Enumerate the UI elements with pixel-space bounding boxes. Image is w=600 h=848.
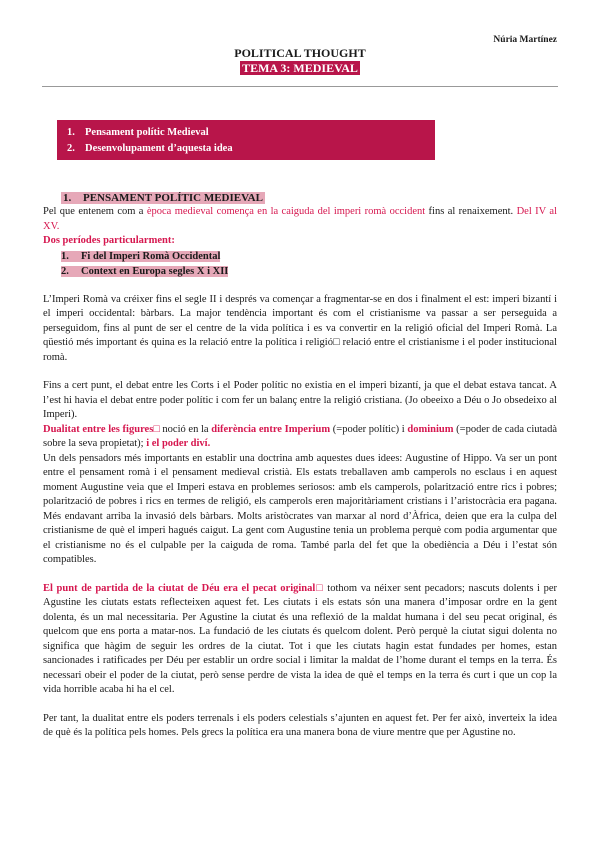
intro-paragraph: Pel que entenem com a època medieval comença en la caiguda del imperi romà occident fins al renaixement. Del IV al XV. — [43, 206, 557, 232]
document-subtitle — [0, 61, 600, 75]
paragraph: L’Imperi Romà va créixer fins el segle II i després va començar a fragmentar-se en dos i finalment el est: imperi bizantí i el imperi occidental: bàrbars. La major tendència important és com el cristianisme va passar a ser perseguida a perseguidom, fins al punt de ser el centre de la vida política i es va convertir en la religió oficial del Imperi Romà. La qüestió més important és quina es la relació entre la política i religió□ relació entre el cristianisme i el poder institucional romà. — [43, 293, 557, 363]
main-content — [43, 191, 557, 741]
toc-item[interactable]: 2. Desenvolupament d’aquesta idea — [67, 143, 233, 154]
table-of-contents — [57, 120, 435, 160]
periods-list — [61, 249, 557, 279]
list-item: 2. Context en Europa segles X i XII — [61, 265, 229, 277]
author-name: Núria Martínez — [493, 35, 557, 45]
document-title: POLITICAL THOUGHT — [234, 46, 366, 60]
paragraph: Un dels pensadors més importants en establir una doctrina amb aquestes dues idees: Augustine of Hippo. Va ser un pont entre el pensament romà i el pensament medieval cristià. Els estats treballaven amb camperols no esclaus i en aquest moment Augustine veia que el Imperi estava en problemes seriosos: amb els camperols, polarització entre rics i pobres; polarització de pobres i rics en termes de religió, els camperols eren majoritàriament cristians i l’aristocràcia era pagana. Més endavant arriba la invasió dels bàrbars. Molts aristòcrates van marxar al nord d’Àfrica, deien que era la culpa del cristianisme de què el imperi hagués caigut. La gent com Augustine tenia un problema perquè com podia argumentar que el cristianisme no és el culpable per la caiguda de roma. També parla del fet que la obediència a Déu i l’estat són compatibles. — [43, 452, 557, 565]
subtitle-highlight: TEMA 3: MEDIEVAL — [242, 61, 358, 75]
dualitat-paragraph: Dualitat entre les figures□ noció en la diferència entre Imperium (=poder polític) i dominium (=poder de cada ciutadà sobre la seva propietat); i el poder diví. — [43, 423, 557, 449]
header-divider — [42, 86, 558, 87]
list-item: 1. Fi del Imperi Romà Occidental — [61, 250, 221, 262]
toc-item[interactable]: 1. Pensament polític Medieval — [67, 127, 209, 138]
periods-label: Dos períodes particularment: — [43, 235, 175, 246]
paragraph: Fins a cert punt, el debat entre les Corts i el Poder polític no existia en el imperi bizantí, ja que el debat estava tancat. A l’est hi havia el debat entre poder polític i com fer un balanç entre la religió cristiana. (Jo obeeixo a Déu o Jo obsedeixo al Imperi). — [43, 380, 557, 420]
pecat-original-paragraph: El punt de partida de la ciutat de Déu era el pecat original□ tothom va néixer sent pecadors; nascuts dolents i per Agustine les ciutats estats reflecteixen aquest fet. Les ciutats i els estats són una manera d’imposar ordre en la gent dolenta, és un mal necessitaria. Per Agustine la ciutat és una reflexió de la maldat humana i del seu pecat original, és quelcom que ens porta a matar-nos. La fundació de les ciutats és quelcom dolent. Però perquè la ciutat sigui dolenta no significa que hàgim de seguir les ordres de la ciutat. Tot i que les ciutats hagin estat fundades per homes, estan sancionades i ratificades per Déu per establir un ordre social i limitar la maldat de l’home durant el temps en la terra. És necessari obeir el poder de la ciutat, però sense perdre de vista la idea de què el temps en la terra és curt i que un cop la vida horrible acaba hi ha el cel. — [43, 582, 558, 695]
section-heading: 1. PENSAMENT POLÍTIC MEDIEVAL — [63, 192, 263, 204]
paragraph: Per tant, la dualitat entre els poders terrenals i els poders celestials s’ajunten en aquest fet. Per fer això, inverteix la idea de què és la política pels homes. Pels grecs la política era una manera bona de viure mentre que per Agustine no. — [43, 712, 557, 738]
